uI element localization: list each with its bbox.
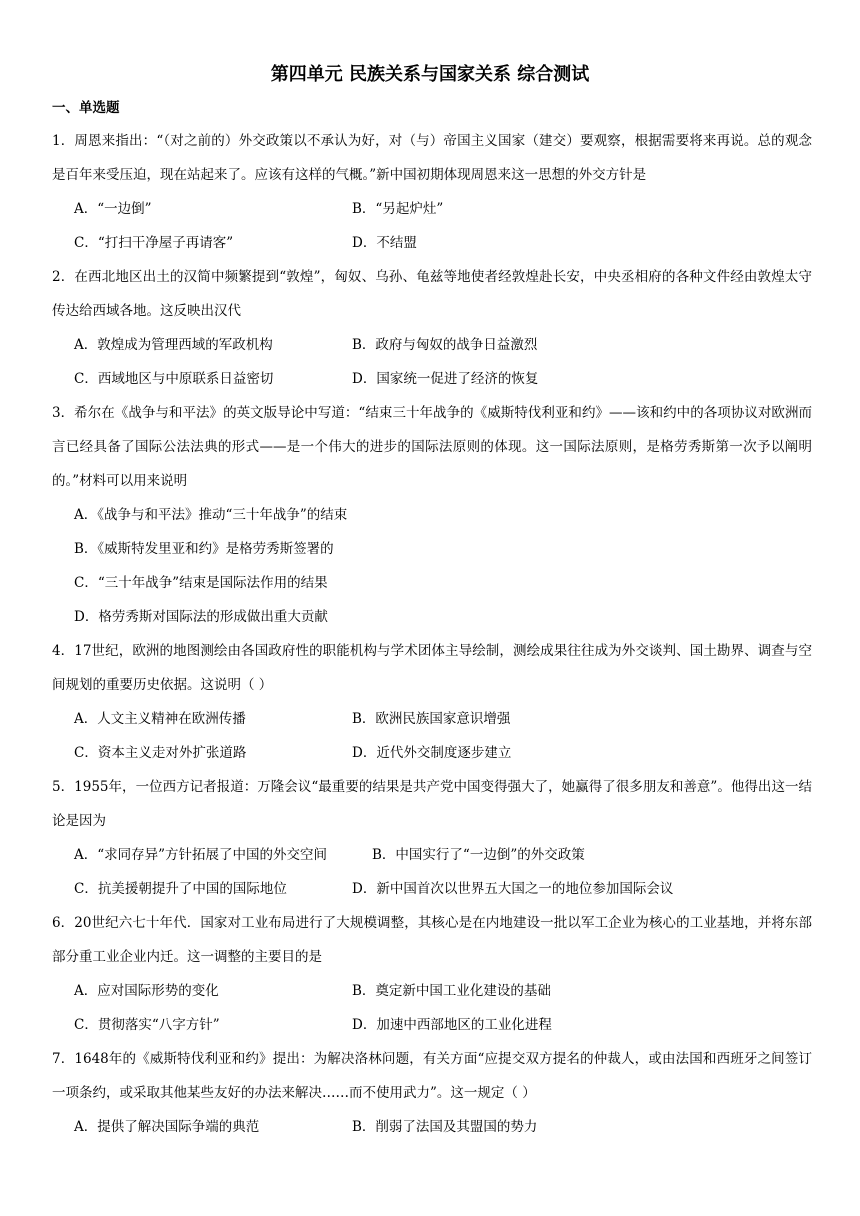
answer-option: B．欧洲民族国家意识增强 bbox=[352, 711, 511, 727]
answer-option: A．人文主义精神在欧洲传播 bbox=[74, 711, 246, 727]
answer-option: D．格劳秀斯对国际法的形成做出重大贡献 bbox=[74, 609, 328, 625]
question-number: 6． bbox=[52, 915, 75, 931]
question-number: 3． bbox=[52, 405, 75, 421]
option-list bbox=[52, 192, 812, 260]
answer-option: C．抗美援朝提升了中国的国际地位 bbox=[74, 881, 287, 897]
answer-option: A．《战争与和平法》推动“三十年战争”的结束 bbox=[74, 507, 348, 523]
question-stem bbox=[52, 260, 812, 328]
question-item bbox=[52, 1042, 812, 1144]
answer-option: B．中国实行了“一边倒”的外交政策 bbox=[372, 847, 585, 863]
answer-option: B．《威斯特发里亚和约》是格劳秀斯签署的 bbox=[74, 541, 334, 557]
answer-option: C．贯彻落实“八字方针” bbox=[74, 1017, 220, 1033]
answer-option: D．近代外交制度逐步建立 bbox=[352, 745, 512, 761]
answer-option: B．奠定新中国工业化建设的基础 bbox=[352, 983, 551, 999]
question-stem bbox=[52, 634, 812, 702]
answer-option: A．“求同存异”方针拓展了中国的外交空间 bbox=[74, 847, 328, 863]
question-number: 4． bbox=[52, 643, 75, 659]
answer-option: B．政府与匈奴的战争日益激烈 bbox=[352, 337, 538, 353]
answer-option: C．“三十年战争”结束是国际法作用的结果 bbox=[74, 575, 328, 591]
question-text: 20世纪六七十年代．国家对工业布局进行了大规模调整，其核心是在内地建设一批以军工企业为核心的工业基地，并将东部部分重工业企业内迁。这一调整的主要目的是 bbox=[52, 915, 812, 965]
answer-option: C．“打扫干净屋子再请客” bbox=[74, 235, 234, 251]
section-heading: 一、单选题 bbox=[52, 100, 120, 116]
question-item bbox=[52, 396, 812, 634]
answer-option: D．加速中西部地区的工业化进程 bbox=[352, 1017, 552, 1033]
question-stem bbox=[52, 1042, 812, 1110]
answer-option: C．资本主义走对外扩张道路 bbox=[74, 745, 247, 761]
option-list bbox=[52, 328, 812, 396]
option-list bbox=[52, 1110, 812, 1144]
question-text: 1955年，一位西方记者报道：万隆会议“最重要的结果是共产党中国变得强大了，她赢得了很多朋友和善意”。他得出这一结论是因为 bbox=[52, 779, 812, 829]
answer-option: A．应对国际形势的变化 bbox=[74, 983, 219, 999]
option-list bbox=[52, 498, 812, 634]
question-stem bbox=[52, 396, 812, 498]
answer-option: B．“另起炉灶” bbox=[352, 201, 444, 217]
question-stem bbox=[52, 906, 812, 974]
question-item bbox=[52, 634, 812, 770]
question-number: 2． bbox=[52, 269, 75, 285]
question-text: 希尔在《战争与和平法》的英文版导论中写道：“结束三十年战争的《威斯特伐利亚和约》——该和约中的各项协议对欧洲而言已经具备了国际公法法典的形式——是一个伟大的进步的国际法原则的体现。这一国际法原则，是格劳秀斯第一次予以阐明的。”材料可以用来说明 bbox=[52, 405, 812, 489]
answer-option: A．敦煌成为管理西域的军政机构 bbox=[74, 337, 273, 353]
question-number: 7． bbox=[52, 1051, 75, 1067]
answer-option: D．新中国首次以世界五大国之一的地位参加国际会议 bbox=[352, 881, 674, 897]
answer-option: B．削弱了法国及其盟国的势力 bbox=[352, 1119, 538, 1135]
page-title: 第四单元 民族关系与国家关系 综合测试 bbox=[270, 64, 590, 85]
answer-option: A．提供了解决国际争端的典范 bbox=[74, 1119, 260, 1135]
question-text: 1648年的《威斯特伐利亚和约》提出：为解决洛林问题，有关方面“应提交双方提名的仲裁人，或由法国和西班牙之间签订一项条约，或采取其他某些友好的办法来解决……而不使用武力”。这一规定（ ） bbox=[52, 1051, 812, 1101]
option-list bbox=[52, 838, 812, 906]
option-list bbox=[52, 974, 812, 1042]
answer-option: A．“一边倒” bbox=[74, 201, 152, 217]
question-number: 5． bbox=[52, 779, 75, 795]
question-text: 周恩来指出：“（对之前的）外交政策以不承认为好，对（与）帝国主义国家（建交）要观察，根据需要将来再说。总的观念是百年来受压迫，现在站起来了。应该有这样的气概。”新中国初期体现周恩来这一思想的外交方针是 bbox=[52, 133, 812, 183]
question-number: 1． bbox=[52, 133, 75, 149]
question-text: 在西北地区出土的汉简中频繁提到“敦煌”，匈奴、乌孙、龟兹等地使者经敦煌赴长安，中央丞相府的各种文件经由敦煌太守传达给西域各地。这反映出汉代 bbox=[52, 269, 812, 319]
answer-option: D．不结盟 bbox=[352, 235, 417, 251]
answer-option: D．国家统一促进了经济的恢复 bbox=[352, 371, 539, 387]
question-stem bbox=[52, 124, 812, 192]
question-list bbox=[52, 124, 812, 1144]
question-item bbox=[52, 124, 812, 260]
answer-option: C．西域地区与中原联系日益密切 bbox=[74, 371, 274, 387]
question-text: 17世纪，欧洲的地图测绘由各国政府性的职能机构与学术团体主导绘制，测绘成果往往成为外交谈判、国土勘界、调查与空间规划的重要历史依据。这说明（ ） bbox=[52, 643, 812, 693]
question-item bbox=[52, 906, 812, 1042]
question-stem bbox=[52, 770, 812, 838]
option-list bbox=[52, 702, 812, 770]
question-item bbox=[52, 770, 812, 906]
question-item bbox=[52, 260, 812, 396]
